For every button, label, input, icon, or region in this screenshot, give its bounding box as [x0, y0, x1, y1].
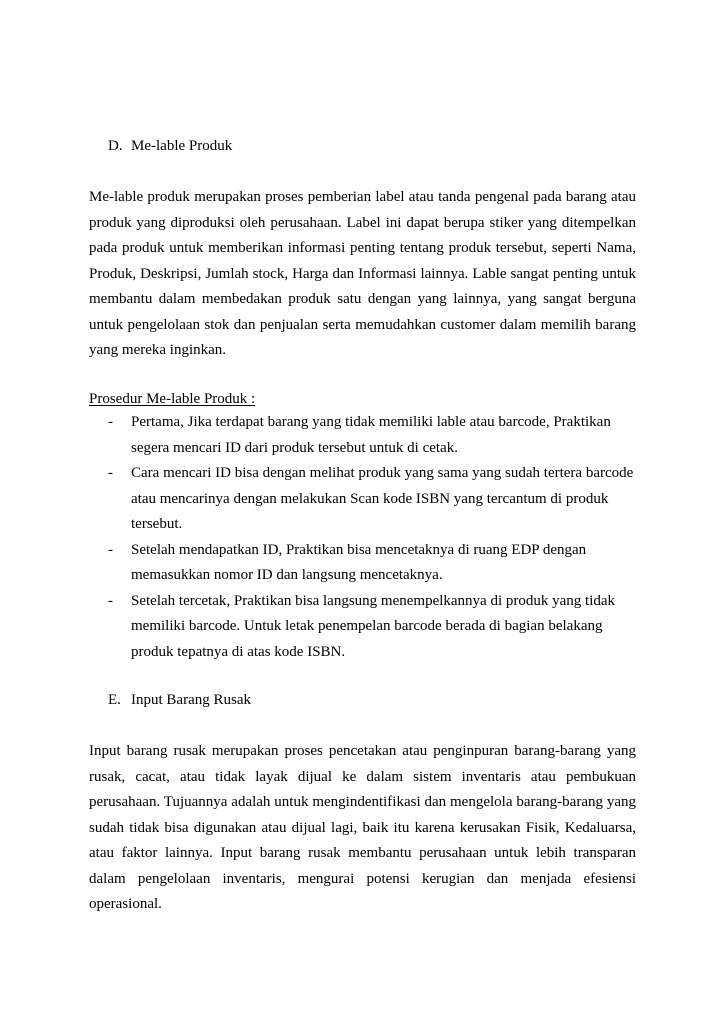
procedure-step-text: Setelah tercetak, Praktikan bisa langsung menempelkannya di produk yang tidak memiliki barcode. Untuk letak penempelan barcode berada di bagian belakang produk tepatnya di atas kode ISBN.	[131, 592, 616, 660]
procedure-step-text: Pertama, Jika terdapat barang yang tidak memiliki lable atau barcode, Praktikan segera mencari ID dari produk tersebut untuk di cetak.	[131, 414, 611, 456]
bullet-dash-icon: -	[108, 592, 113, 609]
section-e-heading	[108, 690, 251, 710]
section-e-title: Input Barang Rusak	[131, 692, 251, 708]
section-e-paragraph: Input barang rusak merupakan proses pencetakan atau penginpuran barang-barang yang rusak, cacat, atau tidak layak dijual ke dalam sistem inventaris atau pembukuan perusahaan. Tujuannya adalah untuk mengindentifikasi dan mengelola barang-barang yang sudah tidak bisa digunakan atau dijual lagi, baik itu karena kerusakan Fisik, Kedaluarsa, atau faktor lainnya. Input barang rusak membantu perusahaan untuk lebih transparan dalam pengelolaan inventaris, mengurai potensi kerugian dan menjada efesiensi operasional.	[89, 743, 636, 912]
procedure-step	[89, 538, 636, 589]
procedure-step	[89, 461, 636, 538]
section-d-letter: D.	[108, 138, 123, 154]
bullet-dash-icon: -	[108, 541, 113, 558]
procedure-step	[89, 589, 636, 666]
procedure-step	[89, 410, 636, 461]
section-d-title: Me-lable Produk	[131, 138, 233, 154]
section-e-letter: E.	[108, 692, 121, 708]
bullet-dash-icon: -	[108, 465, 113, 481]
section-d-heading	[108, 136, 232, 156]
procedure-list	[89, 410, 636, 665]
procedure-step-text: Cara mencari ID bisa dengan melihat produk yang sama yang sudah tertera barcode atau mencarinya dengan melakukan Scan kode ISBN yang tercantum di produk tersebut.	[131, 465, 634, 532]
procedure-title: Prosedur Me-lable Produk :	[89, 391, 256, 407]
bullet-dash-icon: -	[108, 414, 113, 430]
procedure-step-text: Setelah mendapatkan ID, Praktikan bisa mencetaknya di ruang EDP dengan memasukkan nomor ID dan langsung mencetaknya.	[131, 541, 587, 583]
section-d-paragraph: Me-lable produk merupakan proses pemberian label atau tanda pengenal pada barang atau produk yang diproduksi oleh perusahaan. Label ini dapat berupa stiker yang ditempelkan pada produk untuk memberikan informasi penting tentang produk tersebut, seperti Nama, Produk, Deskripsi, Jumlah stock, Harga dan Informasi lainnya. Lable sangat penting untuk membantu dalam membedakan produk satu dengan yang lainnya, yang sangat berguna untuk pengelolaan stok dan penjualan serta memudahkan customer dalam memilih barang yang mereka inginkan.	[89, 189, 636, 358]
